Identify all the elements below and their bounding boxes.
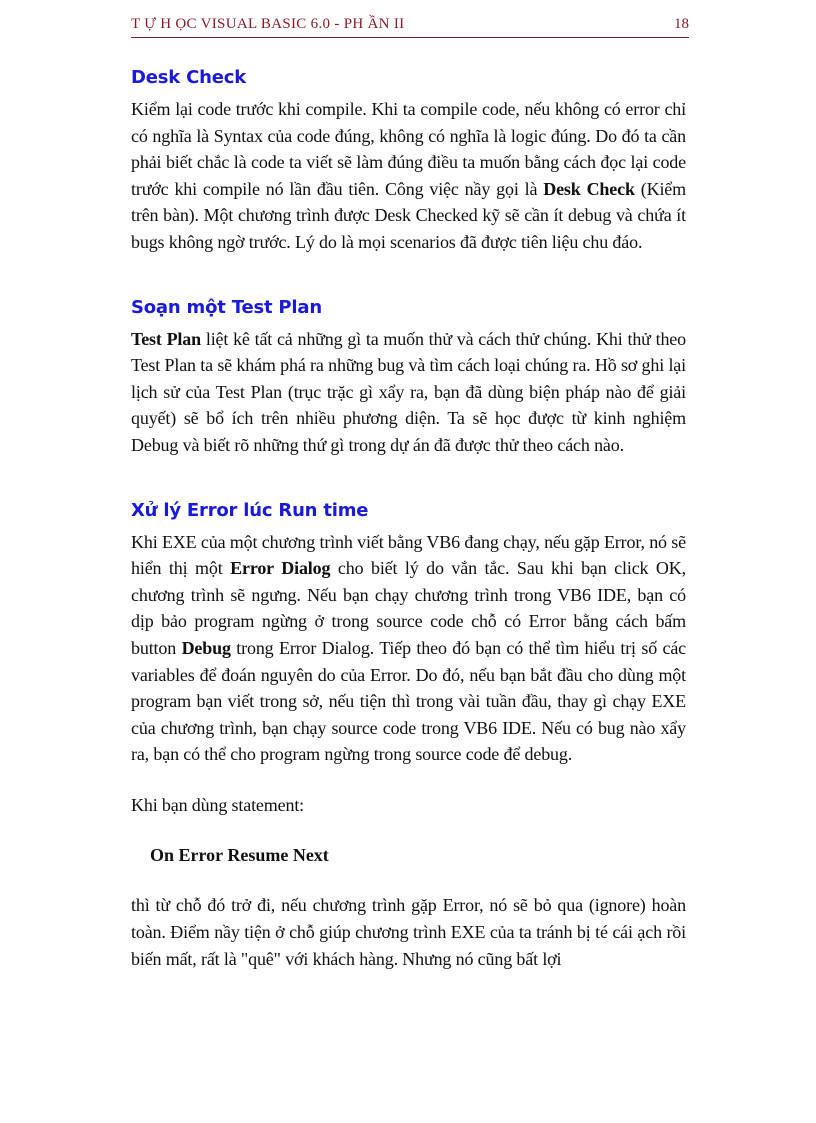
text-run: trong Error Dialog. Tiếp theo đó bạn có thể tìm hiểu trị số các variables để đoán nguyên do của Error. Do đó, nếu bạn bắt đầu cho dùng một program bạn viết trong sở, nếu tiện thì trong vài tuần đầu, thay gì chạy EXE của chương trình, bạn chạy source code trong VB6 IDE. Nếu có bug nào xẩy ra, bạn có thể cho program ngừng trong source code để debug. xyxy=(131,637,687,765)
code-statement: On Error Resume Next xyxy=(150,845,329,866)
bold-term: Test Plan xyxy=(131,328,201,349)
paragraph xyxy=(131,96,686,256)
text-run: (Kiểm trên bàn). Một chương trình được Desk Checked kỹ sẽ cần ít debug và chứa ít bugs không ngờ trước. Lý do là mọi scenarios đã được tiên liệu chu đáo. xyxy=(131,178,686,252)
text-run: Khi EXE của một chương trình viết bằng VB6 đang chạy, nếu gặp Error, nó sẽ hiển thị một xyxy=(131,531,686,579)
section-heading: Soạn một Test Plan xyxy=(131,296,322,318)
text-run: cho biết lý do vắn tắc. Sau khi bạn click OK, chương trình sẽ ngưng. Nếu bạn chạy chương trình trong VB6 IDE, bạn có dịp bảo program ngừng ở trong source code chỗ có Error bằng cách bấm button xyxy=(131,558,686,658)
running-header xyxy=(131,15,689,38)
section-heading: Xử lý Error lúc Run time xyxy=(131,499,369,521)
bold-term: Debug xyxy=(181,637,231,658)
section-heading: Desk Check xyxy=(131,67,246,88)
bold-term: Error Dialog xyxy=(230,558,331,579)
bold-term: Desk Check xyxy=(543,178,635,199)
text-run: Kiểm lại code trước khi compile. Khi ta compile code, nếu không có error chỉ có nghĩa là Syntax của code đúng, không có nghĩa là logic đúng. Do đó ta cần phải biết chắc là code ta viết sẽ làm đúng điều ta muốn bằng cách đọc lại code trước khi compile nó lần đầu tiên. Công việc nầy gọi là xyxy=(131,99,686,199)
page-number: 18 xyxy=(674,16,689,32)
section-test-plan xyxy=(131,294,686,459)
page-content xyxy=(131,64,686,972)
text-run: liệt kê tất cả những gì ta muốn thử và cách thử chúng. Khi thử theo Test Plan ta sẽ khám phá ra những bug và tìm cách loại chúng ra. Hồ sơ ghi lại lịch sử của Test Plan (trục trặc gì xẩy ra, bạn đã dùng biện pháp nào để giải quyết) sẽ bổ ích trên nhiều phương diện. Ta sẽ học được từ kinh nghiệm Debug và biết rõ những thứ gì trong dự án đã được thử theo cách nào. xyxy=(131,328,687,455)
section-desk-check xyxy=(131,64,686,256)
paragraph: Khi bạn dùng statement: xyxy=(131,794,305,815)
section-runtime-error xyxy=(131,497,686,973)
paragraph: thì từ chỗ đó trở đi, nếu chương trình gặp Error, nó sẽ bỏ qua (ignore) hoàn toàn. Điểm nầy tiện ở chỗ giúp chương trình EXE của ta tránh bị té cái ạch rồi biến mất, rất là "quê" với khách hàng. Nhưng nó cũng bất lợi xyxy=(131,895,686,969)
paragraph xyxy=(131,529,686,768)
running-header-title: T Ự H ỌC VISUAL BASIC 6.0 - PH ẦN II xyxy=(131,16,405,32)
paragraph xyxy=(131,326,686,459)
